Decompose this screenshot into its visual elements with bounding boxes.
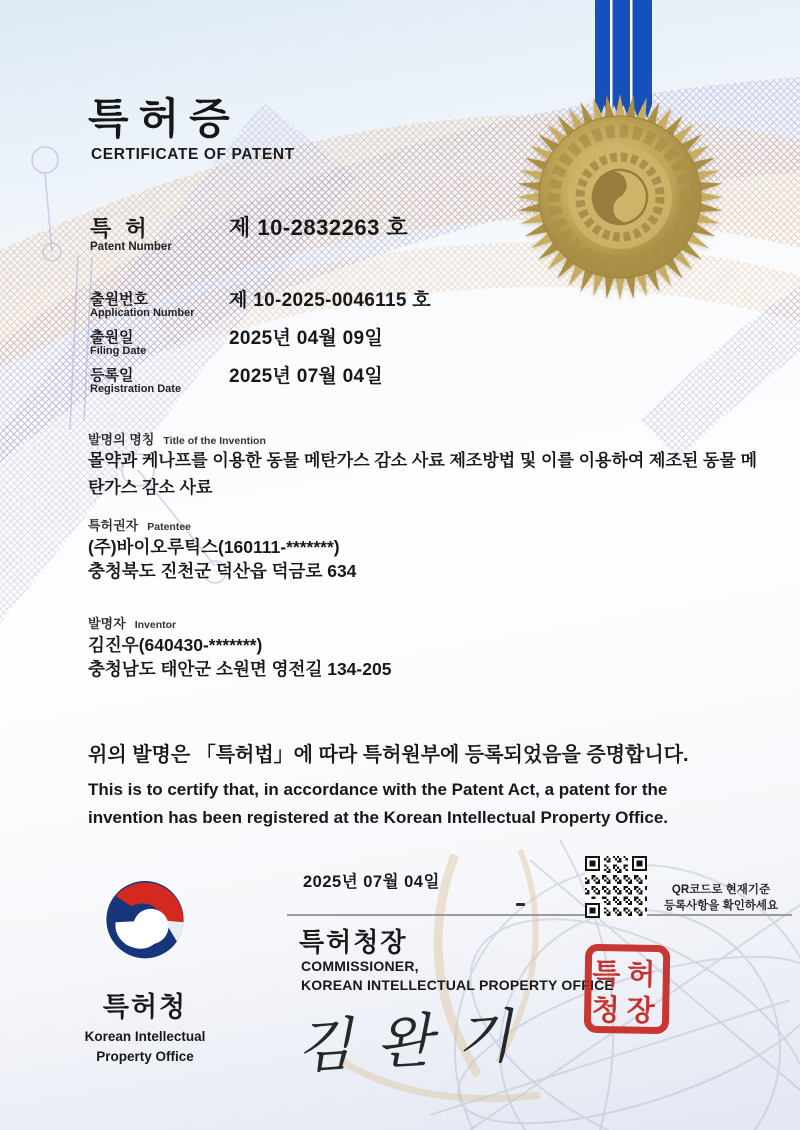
title-english: CERTIFICATE OF PATENT — [91, 146, 295, 163]
inventor-address: 충청남도 태안군 소원면 영전길 134-205 — [88, 659, 392, 679]
registration-date-label-en: Registration Date — [90, 383, 182, 395]
commissioner-title-en-line1: COMMISSIONER, — [301, 958, 419, 974]
patent-label-en: Patent Number — [90, 241, 172, 253]
filing-date-value: 2025년 04월 09일 — [229, 328, 384, 349]
gold-embossed-seal — [515, 92, 725, 307]
invention-title-label-kr: 발명의 명칭 — [88, 432, 155, 447]
invention-title-label-en: Title of the Invention — [163, 435, 266, 447]
inventor-label-en: Inventor — [134, 619, 177, 631]
seal-text-row2: 청장 — [591, 994, 662, 1028]
patentee-address: 충청북도 진천군 덕산읍 덕금로 634 — [88, 561, 357, 581]
inventor-label-kr: 발명자 — [88, 616, 126, 631]
statement-english-line2: invention has been registered at the Korean Intellectual Property Office. — [88, 808, 669, 827]
invention-title-label — [88, 429, 266, 448]
statement-english — [88, 776, 748, 832]
inventor-label — [88, 613, 176, 632]
gold-seal-graphic — [515, 92, 725, 302]
invention-title-text: 몰약과 케나프를 이용한 동물 메탄가스 감소 사료 제조방법 및 이를 이용하여 제조된 동물 메탄가스 감소 사료 — [88, 451, 758, 497]
application-number-label-kr: 출원번호 — [90, 291, 148, 308]
patentee-label-kr: 특허권자 — [88, 518, 139, 533]
qr-note-line2: 등록사항을 확인하세요 — [663, 900, 779, 912]
kipo-name-kr: 특허청 — [102, 992, 188, 1022]
title-korean: 특허증 — [88, 95, 240, 142]
kipo-logo — [103, 876, 187, 965]
statement-english-line1: This is to certify that, in accordance with the Patent Act, a patent for the — [88, 780, 668, 799]
red-seal-stamp — [582, 942, 672, 1041]
commissioner-title-kr: 특허청장 — [299, 927, 408, 957]
kipo-name-en-line2: Property Office — [96, 1049, 194, 1064]
kipo-emblem-icon — [103, 876, 187, 960]
statement-korean: 위의 발명은 「특허법」에 따라 특허원부에 등록되었음을 증명합니다. — [88, 744, 689, 766]
kipo-name-en-line1: Korean Intellectual — [84, 1029, 206, 1044]
signature-rule-line — [287, 914, 792, 916]
red-seal-graphic — [582, 942, 672, 1036]
commissioner-title-en-line2: KOREAN INTELLECTUAL PROPERTY OFFICE — [301, 977, 614, 993]
seal-text-row1: 특허 — [591, 958, 663, 992]
registration-date-label-kr: 등록일 — [90, 367, 134, 384]
pen-dash-mark — [516, 903, 525, 906]
qr-note-line1: QR코드로 현재기준 — [671, 884, 771, 896]
patentee-label-en: Patentee — [147, 521, 192, 533]
patent-number-value: 제 10-2832263 호 — [229, 215, 409, 240]
qr-code-graphic — [585, 856, 647, 918]
application-number-value: 제 10-2025-0046115 호 — [229, 290, 431, 311]
qr-code — [585, 856, 647, 923]
issue-date: 2025년 07월 04일 — [303, 873, 440, 891]
filing-date-label-en: Filing Date — [90, 345, 147, 357]
application-number-label-en: Application Number — [90, 307, 195, 319]
registration-date-value: 2025년 07월 04일 — [229, 366, 384, 387]
qr-note — [648, 882, 794, 914]
filing-date-label-kr: 출원일 — [90, 329, 134, 346]
commissioner-signature: 김완기 — [294, 1000, 538, 1082]
patent-label-kr: 특 허 — [90, 216, 151, 241]
patentee-label — [88, 515, 191, 534]
inventor-name: 김진우(640430-*******) — [88, 635, 263, 655]
patentee-name: (주)바이오루틱스(160111-*******) — [88, 537, 340, 557]
